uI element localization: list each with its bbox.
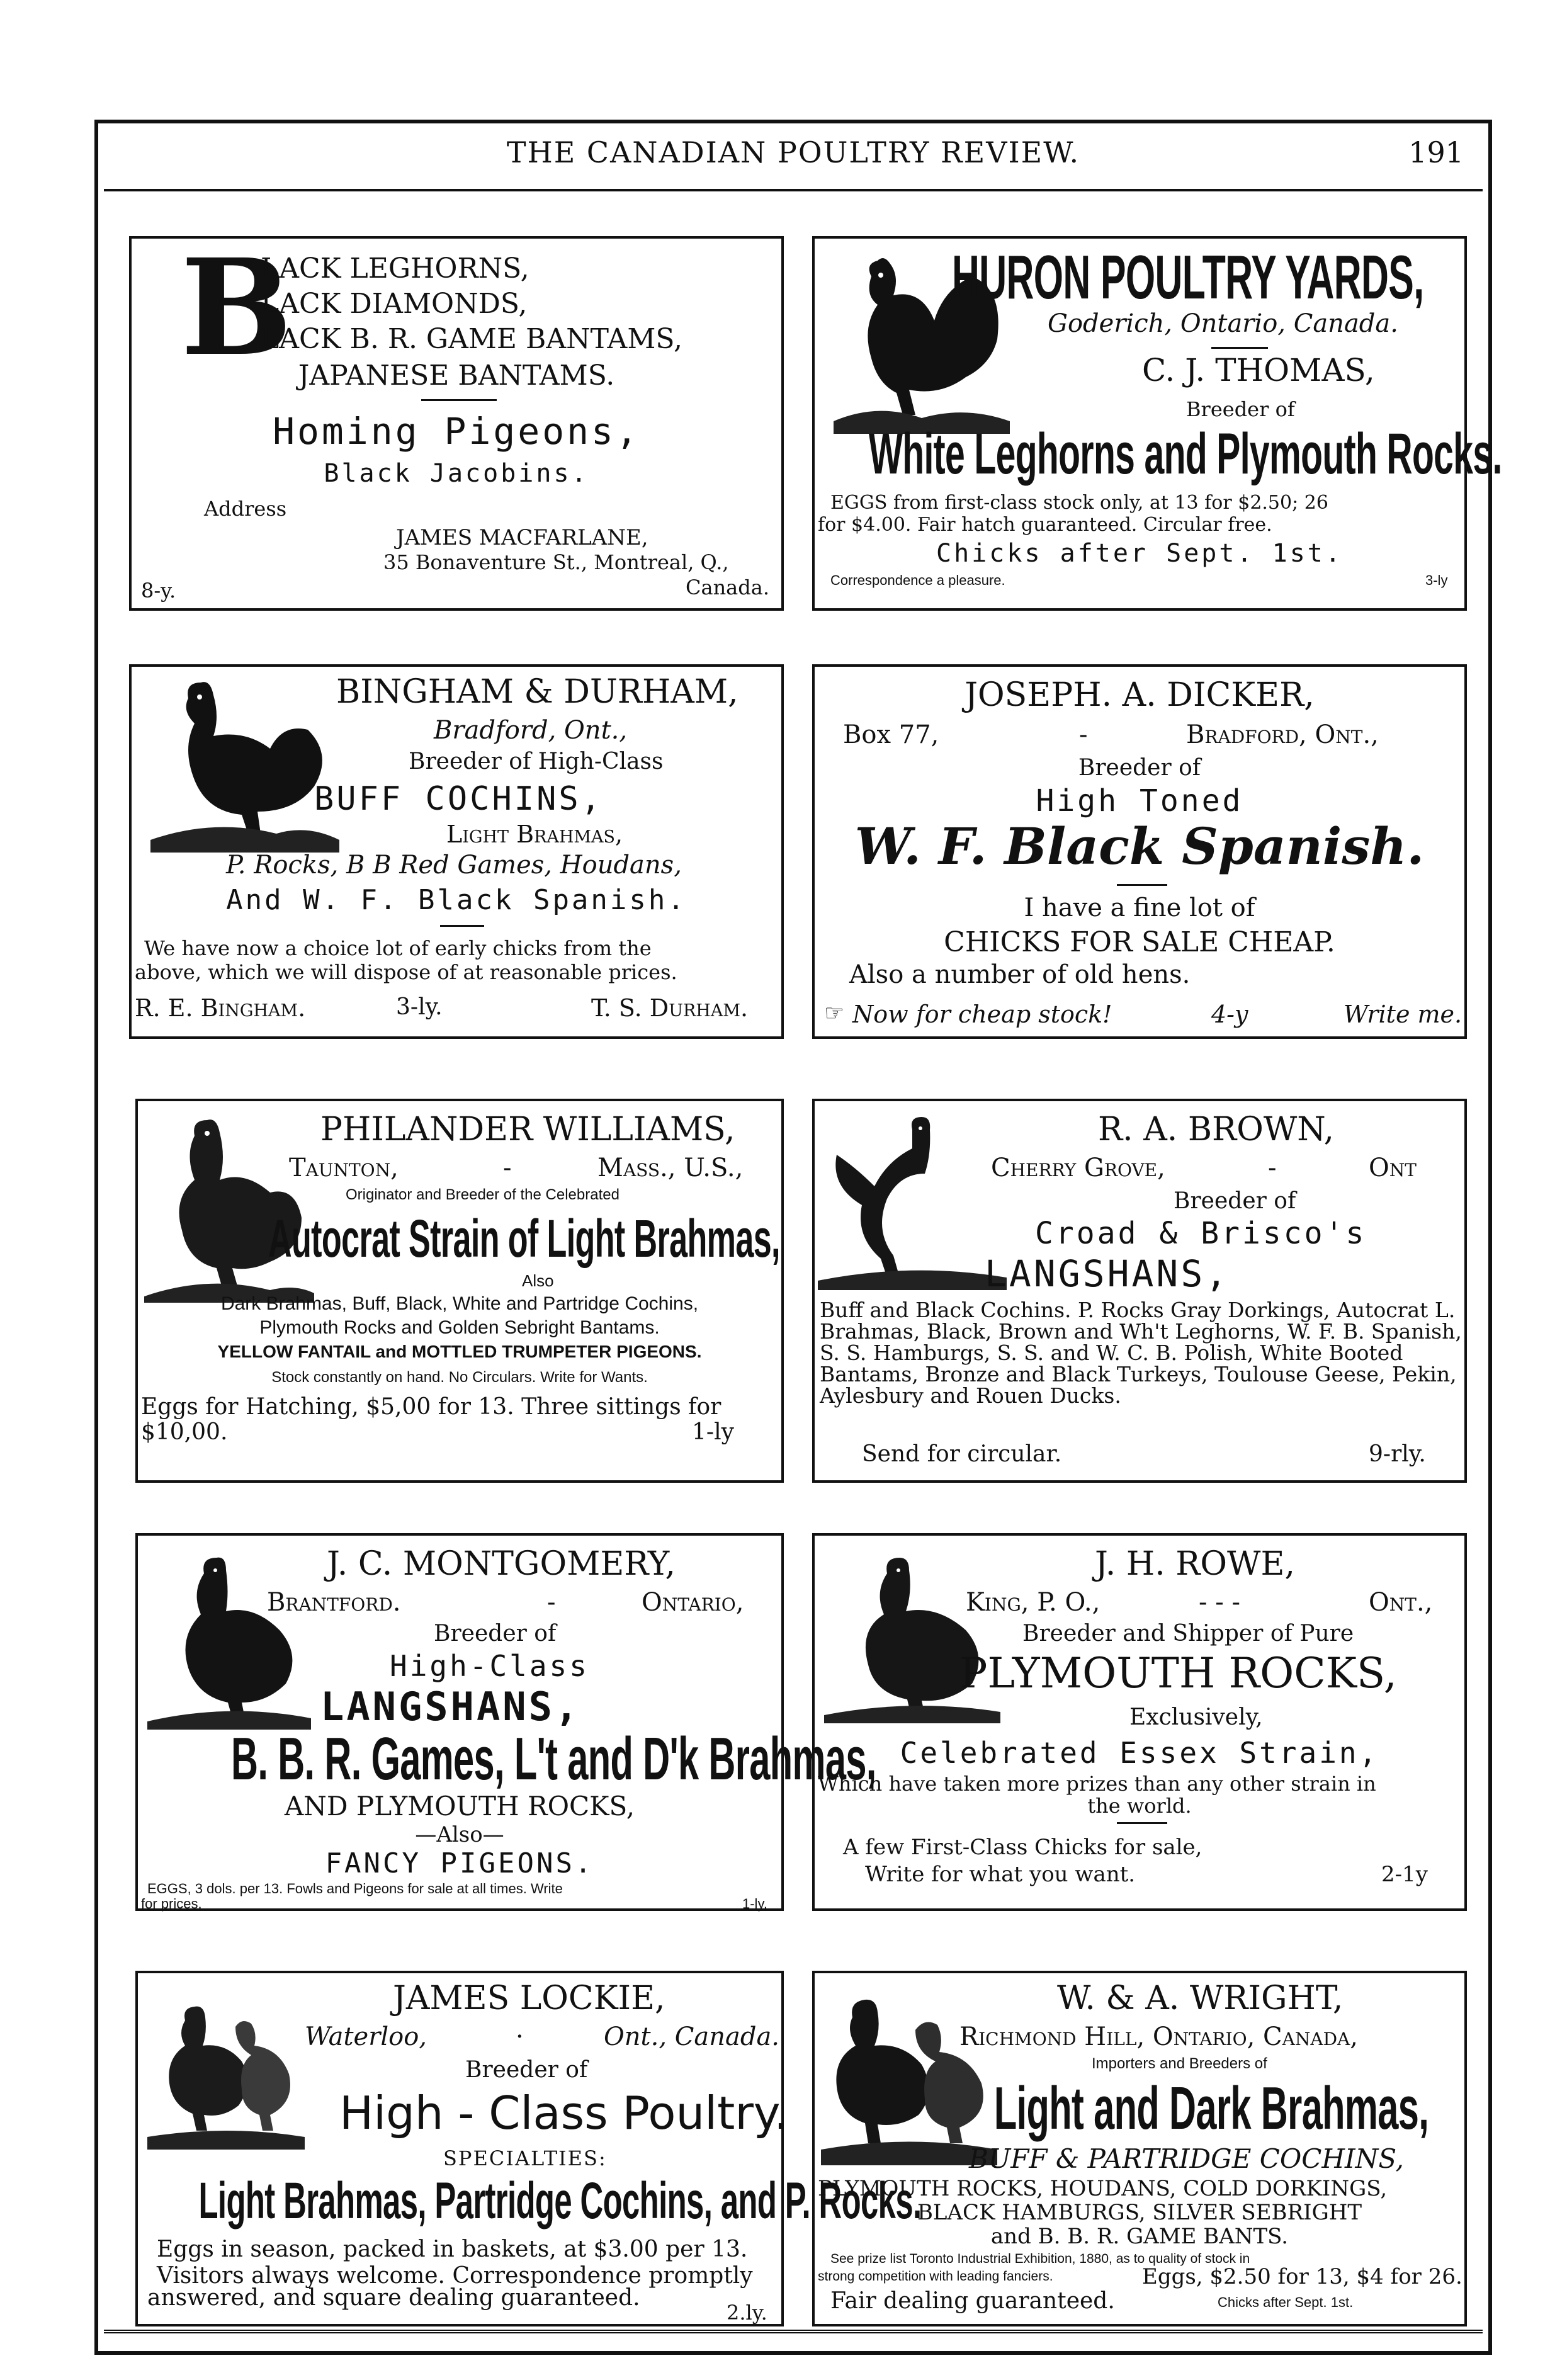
province: Ont xyxy=(1369,1153,1417,1182)
eggs-line: EGGS, 3 dols. per 13. Fowls and Pigeons for sale at all times. Write xyxy=(147,1881,563,1896)
signature: T. S. Durham. xyxy=(591,994,749,1022)
breed-headline: And W. F. Black Spanish. xyxy=(226,884,687,916)
breed-headline: BUFF COCHINS, xyxy=(314,780,603,818)
location: Bradford, Ont., xyxy=(434,716,628,745)
address-label: Address xyxy=(204,497,287,521)
breed-headline: LANGSHANS, xyxy=(320,1684,581,1730)
breeder-label: Breeder of xyxy=(1174,1188,1296,1214)
location: Goderich, Ontario, Canada. xyxy=(1048,309,1398,338)
write-me: Write me. xyxy=(1344,1000,1462,1028)
headline: High - Class Poultry. xyxy=(339,2087,789,2139)
breeds-headline: Light and Dark Brahmas, xyxy=(993,2075,1429,2142)
breeder-label: Breeder of xyxy=(1078,755,1201,781)
prize-line: strong competition with leading fanciers. xyxy=(818,2269,1053,2284)
note-line: above, which we will dispose of at reasonable prices. xyxy=(135,960,677,984)
visitors-line: Visitors always welcome. Correspondence promptly xyxy=(157,2263,753,2289)
ad-philander-williams xyxy=(135,1099,784,1483)
advertiser-name: R. A. BROWN, xyxy=(1098,1111,1334,1148)
prices-line: for prices. xyxy=(141,1896,202,1912)
province: Ont., Canada. xyxy=(604,2022,780,2051)
headline: HURON POULTRY YARDS, xyxy=(952,242,1424,312)
pigeons-line: YELLOW FANTAIL and MOTTLED TRUMPETER PIGEONS. xyxy=(217,1342,702,1361)
chicks-notice: Chicks after Sept. 1st. xyxy=(936,539,1343,568)
divider xyxy=(1211,347,1268,349)
ad-code: 3-ly. xyxy=(396,994,443,1020)
ad-jh-rowe xyxy=(812,1533,1467,1911)
subheadline: Croad & Brisco's xyxy=(1035,1216,1367,1251)
breeds-headline: White Leghorns and Plymouth Rocks. xyxy=(869,422,1502,486)
brahma-pair-illustration xyxy=(147,1995,305,2153)
divider xyxy=(1117,1822,1167,1824)
breeder-label: Breeder of xyxy=(1186,397,1295,421)
breed-line: LACK LEGHORNS, xyxy=(261,252,529,285)
body-line: Which have taken more prizes than any other strain in xyxy=(818,1772,1376,1796)
advertiser-name: JAMES MACFARLANE, xyxy=(396,525,648,550)
header-rule xyxy=(104,189,1483,191)
strain-headline: Autocrat Strain of Light Brahmas, xyxy=(268,1209,780,1268)
ad-code: 2.ly. xyxy=(727,2301,767,2325)
pigeons-headline: FANCY PIGEONS. xyxy=(325,1847,594,1879)
ad-code: 8-y. xyxy=(141,579,176,603)
breeder-label: Breeder of High-Class xyxy=(409,749,664,774)
divider xyxy=(440,925,484,927)
signature: R. E. Bingham. xyxy=(135,994,306,1022)
eggs-line: Eggs in season, packed in baskets, at $3.00 per 13. xyxy=(157,2236,748,2262)
location: King, P. O., xyxy=(966,1588,1100,1617)
breed-line: PLYMOUTH ROCKS, HOUDANS, COLD DORKINGS, xyxy=(818,2176,1388,2201)
town: Brantford. xyxy=(267,1588,401,1617)
separator: - xyxy=(547,1588,556,1617)
divider xyxy=(421,399,497,401)
journal-title: THE CANADIAN POULTRY REVIEW. xyxy=(506,135,1080,169)
breeder-label: Breeder of xyxy=(465,2057,588,2083)
separator: - xyxy=(1268,1153,1277,1182)
body-line: I have a fine lot of xyxy=(1024,893,1255,922)
ad-bingham-durham xyxy=(129,664,784,1039)
separator: - - - xyxy=(1199,1588,1240,1617)
advertiser-name: PHILANDER WILLIAMS, xyxy=(320,1111,735,1148)
breed-headline: LANGSHANS, xyxy=(985,1252,1230,1295)
langshan-rooster-illustration xyxy=(818,1117,1007,1293)
street: 35 Bonaventure St., Montreal, Q., xyxy=(383,550,729,574)
country: Canada. xyxy=(686,575,769,599)
ad-wa-wright xyxy=(812,1971,1467,2326)
specialties-label: SPECIALTIES: xyxy=(443,2146,607,2170)
divider xyxy=(1117,884,1167,886)
breed-line: Plymouth Rocks and Golden Sebright Bantams. xyxy=(259,1317,660,1338)
ad-code: 2-1y xyxy=(1381,1862,1428,1887)
breed-line: JAPANESE BANTAMS. xyxy=(298,360,615,392)
langshan-hen-illustration xyxy=(147,1548,311,1731)
advertiser-name: J. H. ROWE, xyxy=(1095,1545,1295,1583)
location: Richmond Hill, Ontario, Canada, xyxy=(959,2022,1358,2051)
advertiser-name: JAMES LOCKIE, xyxy=(393,1980,665,2017)
town: Taunton, xyxy=(289,1153,399,1182)
breed-line: BUFF & PARTRIDGE COCHINS, xyxy=(969,2143,1405,2174)
province: Ont., xyxy=(1369,1588,1433,1617)
write-line: Write for what you want. xyxy=(865,1862,1136,1887)
breed-headline: W. F. Black Spanish. xyxy=(854,817,1425,876)
subheadline: High Toned xyxy=(1036,783,1243,819)
body-line: the world. xyxy=(1087,1794,1192,1818)
province: Ontario, xyxy=(642,1588,744,1617)
stock-line: Stock constantly on hand. No Circulars. Write for Wants. xyxy=(271,1369,648,1386)
pointing-hand-icon: ☞ xyxy=(824,1000,845,1026)
advertiser-name: C. J. THOMAS, xyxy=(1142,352,1375,388)
headline: Homing Pigeons, xyxy=(273,410,640,453)
correspondence-note: Correspondence a pleasure. xyxy=(830,572,1005,588)
also-label: —Also— xyxy=(415,1822,504,1847)
town: Waterloo, xyxy=(305,2022,427,2051)
breeder-label: Breeder and Shipper of Pure xyxy=(1022,1621,1354,1646)
advertiser-name: BINGHAM & DURHAM, xyxy=(336,673,738,711)
breed-line: and B. B. R. GAME BANTS. xyxy=(990,2224,1289,2249)
ad-code: 9-rly. xyxy=(1369,1441,1426,1467)
prize-line: See prize list Toronto Industrial Exhibition, 1880, as to quality of stock in xyxy=(830,2252,1250,2266)
page-number: 191 xyxy=(1408,135,1464,169)
subheadline: High-Class xyxy=(390,1649,589,1683)
separator: - xyxy=(1079,720,1088,749)
chicks-note: Chicks after Sept. 1st. xyxy=(1218,2294,1354,2310)
tagline: Now for cheap stock! xyxy=(852,1000,1112,1028)
breed-line: BLACK HAMBURGS, SILVER SEBRIGHT xyxy=(917,2200,1362,2225)
ad-ra-brown xyxy=(812,1099,1467,1483)
breed-line: LACK B. R. GAME BANTAMS, xyxy=(261,323,682,355)
advertiser-name: J. C. MONTGOMERY, xyxy=(327,1545,676,1583)
ad-code: 1-ly xyxy=(692,1419,734,1445)
eggs-line: Eggs, $2.50 for 13, $4 for 26. xyxy=(1142,2264,1462,2289)
note-line: We have now a choice lot of early chicks from the xyxy=(144,936,652,960)
breed-headline: PLYMOUTH ROCKS, xyxy=(959,1649,1397,1697)
body-line: Also a number of old hens. xyxy=(849,960,1191,989)
strain-headline: Celebrated Essex Strain, xyxy=(900,1736,1379,1770)
importers-line: Importers and Breeders of xyxy=(1092,2055,1267,2072)
breed-line: P. Rocks, B B Red Games, Houdans, xyxy=(226,851,682,880)
location: Cherry Grove, xyxy=(991,1153,1165,1182)
ad-code: 3-ly xyxy=(1425,572,1448,588)
ad-jc-montgomery xyxy=(135,1533,876,1912)
fair-dealing-line: Fair dealing guaranteed. xyxy=(830,2288,1115,2314)
eggs-line: $10,00. xyxy=(141,1419,228,1445)
advertiser-name: JOSEPH. A. DICKER, xyxy=(965,676,1315,714)
exclusively-label: Exclusively, xyxy=(1129,1704,1263,1730)
ad-code: 1-ly. xyxy=(742,1896,767,1912)
eggs-line: for $4.00. Fair hatch guaranteed. Circular free. xyxy=(818,514,1272,536)
breeder-label: Breeder of xyxy=(434,1621,557,1646)
also-label: Also xyxy=(522,1271,554,1290)
cochin-rooster-illustration xyxy=(150,673,339,856)
breed-line: LACK DIAMONDS, xyxy=(261,288,528,320)
location: Bradford, Ont., xyxy=(1186,720,1379,749)
breed-line: AND PLYMOUTH ROCKS, xyxy=(284,1791,635,1822)
ad-code: 4-y xyxy=(1211,1000,1248,1028)
box-number: Box 77, xyxy=(843,720,939,749)
visitors-line: answered, and square dealing guaranteed. xyxy=(147,2285,640,2311)
breed-line: Dark Brahmas, Buff, Black, White and Partridge Cochins, xyxy=(220,1293,699,1314)
separator: - xyxy=(503,1153,512,1182)
separator: · xyxy=(516,2022,524,2051)
ad-james-lockie xyxy=(135,1971,922,2326)
breeds-headline: B. B. R. Games, L't and D'k Brahmas, xyxy=(231,1725,876,1793)
circular-note: Send for circular. xyxy=(862,1441,1062,1467)
body-line: CHICKS FOR SALE CHEAP. xyxy=(944,926,1335,958)
state: Mass., U.S., xyxy=(597,1153,744,1182)
footer-rule xyxy=(104,2330,1483,2333)
breed-line: Light Brahmas, xyxy=(446,820,623,848)
advertiser-name: W. & A. WRIGHT, xyxy=(1057,1980,1344,2017)
subheadline: Black Jacobins. xyxy=(324,459,589,488)
breed-list: Buff and Black Cochins. P. Rocks Gray Dorkings, Autocrat L. Brahmas, Black, Brown and Wh't Leghorns, W. F. B. Spanish, S. S. Hamburgs, S. S. and W. C. B. Polish, White Booted Bantams, Bronze and Black Turkeys, Toulouse Geese, Pekin, Aylesbury and Rouen Ducks. xyxy=(820,1298,1462,1408)
ad-joseph-dicker xyxy=(812,664,1467,1039)
eggs-line: EGGS from first-class stock only, at 13 for $2.50; 26 xyxy=(830,492,1328,514)
ad-macfarlane xyxy=(129,230,784,611)
chicks-line: A few First-Class Chicks for sale, xyxy=(843,1835,1202,1860)
drop-cap: B xyxy=(181,230,293,385)
eggs-line: Eggs for Hatching, $5,00 for 13. Three sittings for xyxy=(141,1394,721,1420)
plymouth-rock-illustration xyxy=(824,1555,1000,1725)
originator-line: Originator and Breeder of the Celebrated xyxy=(346,1186,619,1203)
breeds-headline: Light Brahmas, Partridge Cochins, and P. Rocks. xyxy=(198,2172,922,2230)
running-header xyxy=(94,135,1492,179)
ad-huron-poultry-yards xyxy=(812,236,1502,611)
